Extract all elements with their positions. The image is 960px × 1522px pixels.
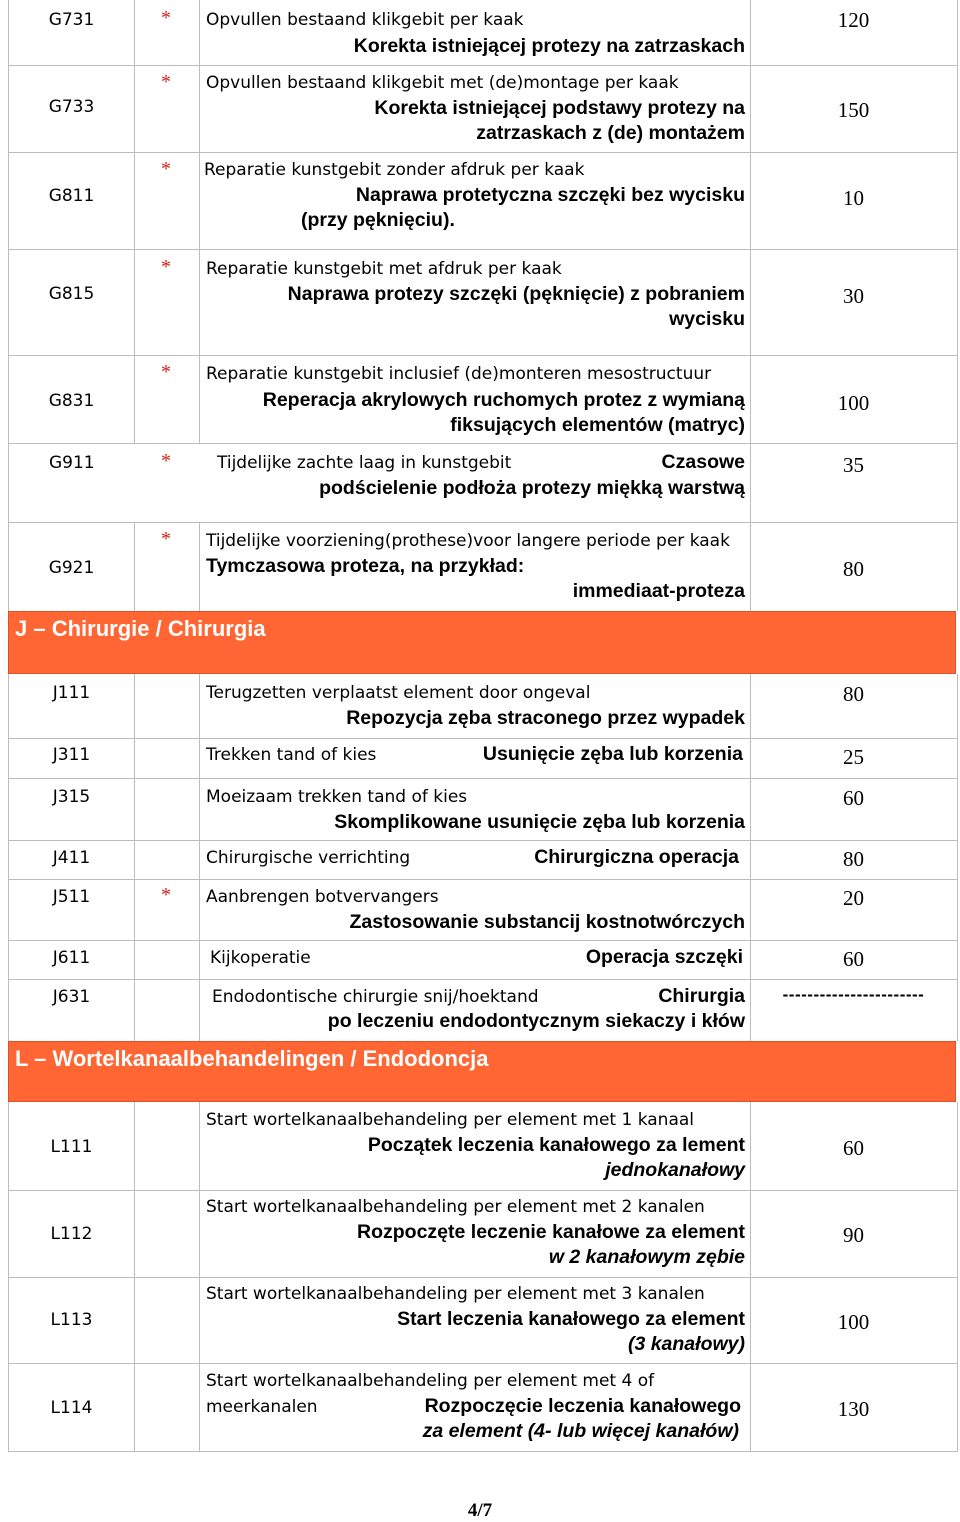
description-pl: Start leczenia kanałowego za element	[397, 1308, 745, 1330]
table-row	[8, 1102, 958, 1191]
price: 120	[837, 8, 870, 32]
section-title: L – Wortelkanaalbehandelingen / Endodoncja	[15, 1046, 489, 1071]
price: 60	[843, 786, 864, 810]
asterisk-mark: *	[161, 7, 171, 29]
price: 130	[837, 1397, 870, 1421]
procedure-code: J311	[52, 745, 91, 765]
asterisk-mark: *	[161, 884, 171, 906]
table-row	[8, 738, 958, 779]
asterisk-mark: *	[161, 528, 171, 550]
asterisk-mark: *	[161, 158, 171, 180]
description-nl: Aanbrengen botvervangers	[206, 887, 439, 907]
table-row	[8, 65, 958, 153]
description-pl: Operacja szczęki	[585, 946, 743, 968]
table-row	[8, 249, 958, 356]
table-row	[8, 0, 958, 66]
price: 80	[843, 557, 864, 581]
description-nl: Reparatie kunstgebit inclusief (de)monteren mesostructuur	[206, 364, 712, 384]
table-row	[8, 522, 958, 611]
description-pl: Chirurgiczna operacja	[534, 846, 739, 868]
description-pl: po leczeniu endodontycznym siekaczy i kłów	[327, 1010, 745, 1032]
price: 10	[843, 186, 864, 210]
table-row	[8, 443, 958, 523]
procedure-code: L111	[50, 1137, 93, 1157]
price: 60	[843, 1136, 864, 1160]
table-row	[8, 674, 958, 739]
price-not-available: -----------------------	[782, 985, 925, 1004]
table-row	[8, 1363, 958, 1452]
table-row	[8, 1277, 958, 1364]
description-pl: immediaat-proteza	[572, 580, 745, 602]
table-row	[8, 940, 958, 980]
description-nl: Start wortelkanaalbehandeling per element met 4 of	[206, 1371, 655, 1391]
description-nl: Reparatie kunstgebit met afdruk per kaak	[206, 259, 562, 279]
procedure-code: J315	[52, 787, 91, 807]
section-title: J – Chirurgie / Chirurgia	[15, 616, 266, 641]
description-nl: Start wortelkanaalbehandeling per element met 2 kanalen	[206, 1197, 705, 1217]
price: 80	[843, 682, 864, 706]
table-row	[8, 840, 958, 880]
price: 30	[843, 284, 864, 308]
price: 25	[843, 745, 864, 769]
procedure-code: G733	[48, 97, 95, 117]
description-nl: Kijkoperatie	[210, 948, 311, 968]
description-pl: Korekta istniejącej protezy na zatrzaskach	[353, 35, 745, 57]
description-nl: Trekken tand of kies	[206, 745, 377, 765]
procedure-code: J111	[52, 683, 91, 703]
price: 80	[843, 847, 864, 871]
price: 35	[843, 453, 864, 477]
description-nl: Chirurgische verrichting	[206, 848, 411, 868]
price: 100	[837, 1310, 870, 1334]
asterisk-mark: *	[161, 71, 171, 93]
table-row	[8, 879, 958, 941]
price: 100	[837, 391, 870, 415]
description-pl: Korekta istniejącej podstawy protezy na	[374, 97, 745, 119]
price: 60	[843, 947, 864, 971]
procedure-code: G731	[48, 10, 95, 30]
table-row	[8, 778, 958, 841]
section-header-endodoncja	[8, 1041, 956, 1102]
procedure-code: G921	[48, 558, 95, 578]
description-pl: Chirurgia	[658, 985, 745, 1007]
description-pl: Usunięcie zęba lub korzenia	[482, 743, 743, 765]
description-nl: Tijdelijke zachte laag in kunstgebit	[217, 453, 512, 473]
procedure-code: L112	[50, 1224, 93, 1244]
description-pl: Tymczasowa proteza, na przykład:	[206, 555, 525, 577]
description-pl: (3 kanałowy)	[627, 1333, 745, 1355]
table-row	[8, 979, 958, 1041]
procedure-code: G911	[49, 453, 95, 473]
description-pl: zatrzaskach z (de) montażem	[476, 122, 745, 144]
procedure-code: J631	[52, 987, 91, 1007]
asterisk-mark: *	[161, 450, 171, 472]
description-pl: podścielenie podłoża protezy miękką warstwą	[319, 477, 745, 499]
description-pl: Początek leczenia kanałowego za lement	[367, 1134, 745, 1156]
asterisk-mark: *	[161, 361, 171, 383]
description-pl: Rozpoczęcie leczenia kanałowego	[424, 1395, 741, 1417]
description-nl: Reparatie kunstgebit zonder afdruk per kaak	[204, 160, 585, 180]
description-nl: Terugzetten verplaatst element door ongeval	[206, 683, 591, 703]
description-pl: Rozpoczęte leczenie kanałowe za element	[357, 1221, 745, 1243]
section-header-chirurgie	[8, 611, 956, 674]
description-nl: Tijdelijke voorziening(prothese)voor langere periode per kaak	[206, 531, 730, 551]
procedure-code: J411	[52, 848, 91, 868]
description-pl: Czasowe	[661, 451, 745, 473]
price: 150	[837, 98, 870, 122]
table-row	[8, 355, 958, 444]
description-pl: Naprawa protezy szczęki (pęknięcie) z pobraniem	[287, 283, 745, 305]
price: 90	[843, 1223, 864, 1247]
description-pl: jednokanałowy	[605, 1159, 745, 1181]
description-pl: wycisku	[669, 308, 745, 330]
description-pl: Zastosowanie substancij kostnotwórczych	[349, 911, 745, 933]
description-nl: Opvullen bestaand klikgebit per kaak	[206, 10, 524, 30]
description-nl: Start wortelkanaalbehandeling per element met 1 kanaal	[206, 1110, 695, 1130]
description-pl: Naprawa protetyczna szczęki bez wycisku	[355, 184, 745, 206]
description-pl: Skomplikowane usunięcie zęba lub korzenia	[334, 811, 745, 833]
description-pl: za element (4- lub więcej kanałów)	[422, 1420, 739, 1442]
description-pl: fiksujących elementów (matryc)	[450, 414, 745, 436]
description-pl: Repozycja zęba straconego przez wypadek	[346, 707, 745, 729]
procedure-code: J511	[52, 887, 91, 907]
description-nl: Start wortelkanaalbehandeling per element met 3 kanalen	[206, 1284, 705, 1304]
procedure-code: G815	[48, 284, 95, 304]
description-pl: (przy pęknięciu).	[301, 209, 455, 231]
price: 20	[843, 886, 864, 910]
table-row	[8, 152, 958, 250]
table-row	[8, 1190, 958, 1278]
procedure-code: L113	[50, 1310, 93, 1330]
asterisk-mark: *	[161, 256, 171, 278]
description-nl: Endodontische chirurgie snij/hoektand	[212, 987, 539, 1007]
page-number: 4/7	[467, 1500, 493, 1521]
description-pl: Reperacja akrylowych ruchomych protez z wymianą	[262, 389, 745, 411]
description-nl: meerkanalen	[206, 1397, 318, 1417]
procedure-code: G811	[48, 186, 95, 206]
description-nl: Opvullen bestaand klikgebit met (de)montage per kaak	[206, 73, 679, 93]
procedure-code: L114	[50, 1398, 93, 1418]
description-pl: w 2 kanałowym zębie	[548, 1246, 745, 1268]
procedure-code: G831	[48, 391, 95, 411]
procedure-code: J611	[52, 948, 91, 968]
description-nl: Moeizaam trekken tand of kies	[206, 787, 468, 807]
